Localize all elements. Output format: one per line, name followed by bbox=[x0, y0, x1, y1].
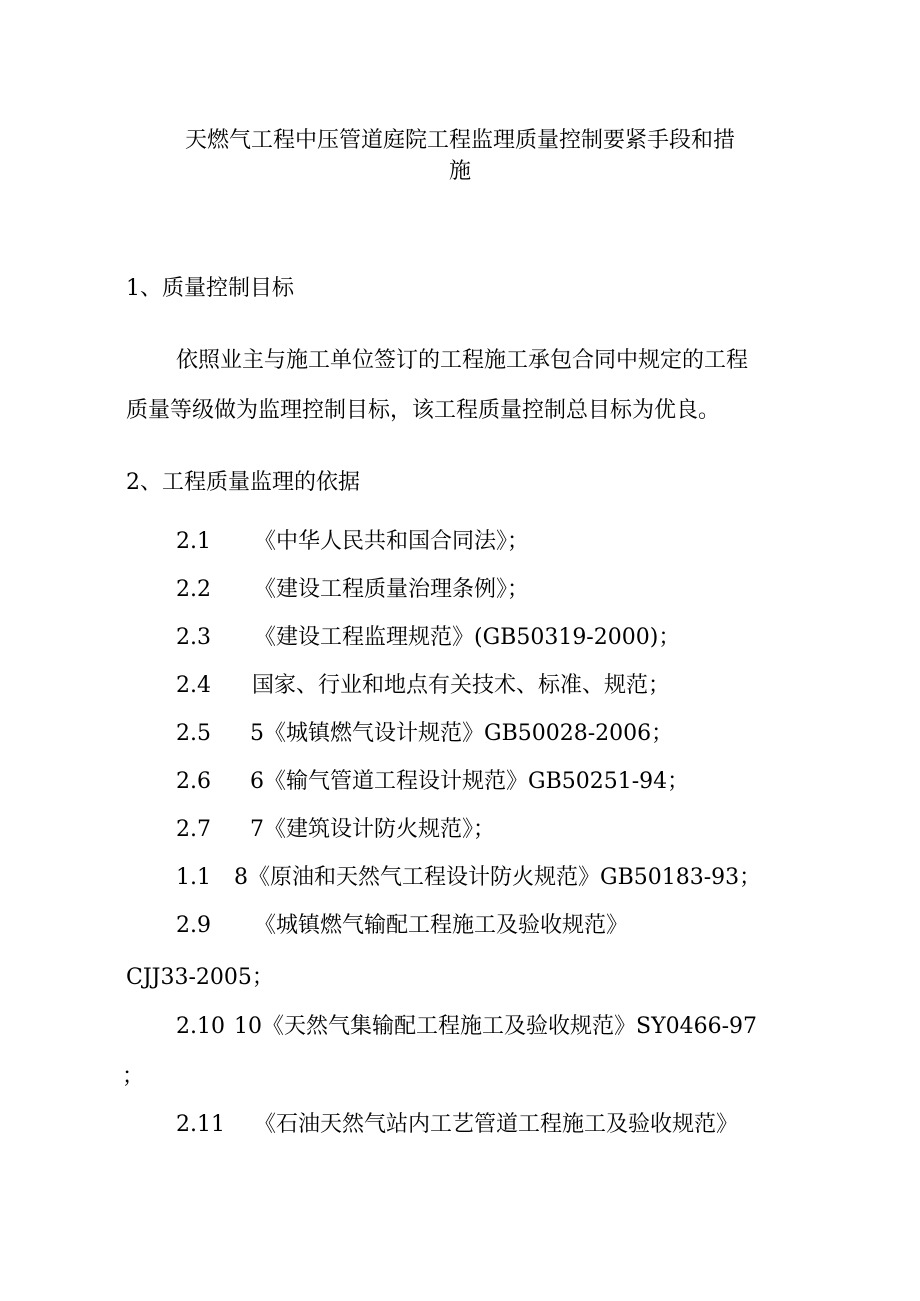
list-item bbox=[176, 623, 680, 653]
list-item-number: 2.7 bbox=[176, 817, 211, 842]
list-item bbox=[176, 767, 689, 797]
list-item-number: 2.3 bbox=[176, 625, 211, 650]
list-item-text: 10《天然气集输配工程施工及验收规范》SY0466-97 bbox=[234, 1014, 758, 1039]
list-item-text: 6《输气管道工程设计规范》GB50251-94； bbox=[250, 769, 690, 794]
section1-paragraph-line1: 依照业主与施工单位签订的工程施工承包合同中规定的工程 bbox=[176, 348, 749, 373]
list-item-number: 2.1 bbox=[176, 529, 211, 554]
list-item-number: 1.1 bbox=[176, 865, 211, 890]
list-item-number: 2.2 bbox=[176, 577, 211, 602]
list-item bbox=[176, 527, 529, 557]
list-item-number: 2.4 bbox=[176, 673, 211, 698]
list-item-text: 《城镇燃气输配工程施工及验收规范》 bbox=[254, 913, 629, 938]
list-item bbox=[176, 1012, 757, 1042]
list-item-number: 2.11 bbox=[176, 1112, 225, 1137]
section2-heading: 2、工程质量监理的依据 bbox=[126, 470, 360, 495]
list-item-number: 2.6 bbox=[176, 769, 211, 794]
list-item bbox=[176, 671, 670, 701]
list-item bbox=[176, 863, 761, 893]
list-item-text: 国家、行业和地点有关技术、标准、规范； bbox=[252, 673, 671, 698]
section1-paragraph-line2: 质量等级做为监理控制目标，该工程质量控制总目标为优良。 bbox=[126, 398, 721, 423]
list-item bbox=[176, 911, 628, 941]
list-item-text: 《中华人民共和国合同法》； bbox=[254, 529, 530, 554]
section1-heading: 1、质量控制目标 bbox=[126, 276, 294, 301]
list-item-number: 2.9 bbox=[176, 913, 211, 938]
list-item-number: 2.10 bbox=[176, 1014, 225, 1039]
list-item-text: 《建设工程质量治理条例》； bbox=[254, 577, 530, 602]
list-item bbox=[176, 1110, 738, 1140]
list-item-continuation: CJJ33-2005； bbox=[126, 965, 274, 990]
list-item-text: 5《城镇燃气设计规范》GB50028-2006； bbox=[250, 721, 674, 746]
list-item-text: 8《原油和天然气工程设计防火规范》GB50183-93； bbox=[234, 865, 762, 890]
list-item-text: 《石油天然气站内工艺管道工程施工及验收规范》 bbox=[254, 1112, 739, 1137]
list-item-continuation: ； bbox=[122, 1064, 145, 1089]
list-item bbox=[176, 719, 673, 749]
list-item bbox=[176, 815, 495, 845]
document-title-line1: 天燃气工程中压管道庭院工程监理质量控制要紧手段和措 bbox=[184, 128, 735, 153]
list-item-text: 《建设工程监理规范》(GB50319-2000)； bbox=[254, 625, 681, 650]
document-title-line2: 施 bbox=[448, 159, 471, 184]
list-item-text: 7《建筑设计防火规范》； bbox=[250, 817, 495, 842]
list-item-number: 2.5 bbox=[176, 721, 211, 746]
list-item bbox=[176, 575, 529, 605]
